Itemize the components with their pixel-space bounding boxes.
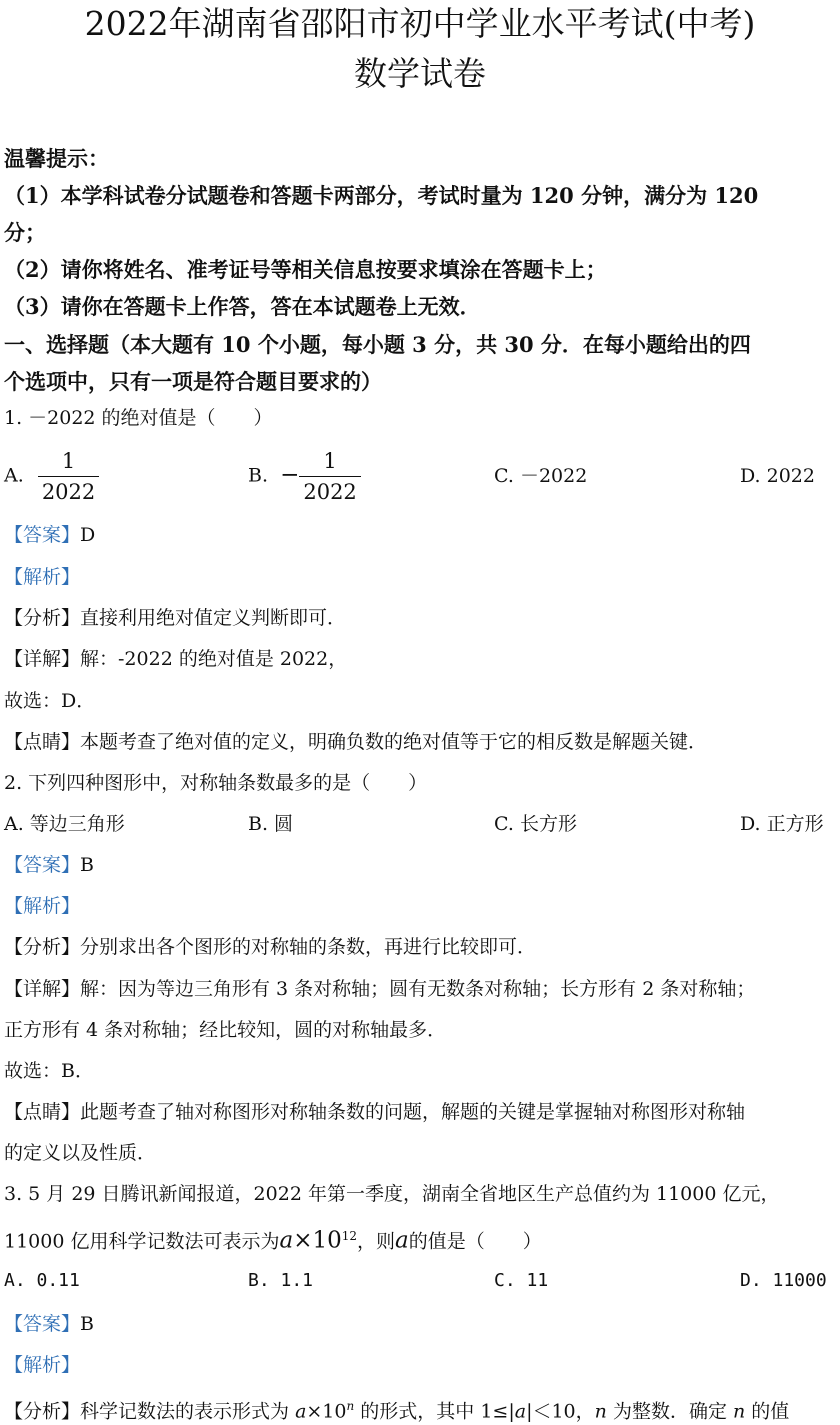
q1-option-b-fraction xyxy=(299,448,360,505)
section-heading-cont: 个选项中，只有一项是符合题目要求的） xyxy=(4,369,382,394)
q1-xiangjie xyxy=(4,645,347,673)
q2-dianjing xyxy=(4,1098,745,1126)
q3-stem: 3. 5 月 29 日腾讯新闻报道，2022 年第一季度，湖南全省地区生产总值约为 11000 亿元， xyxy=(4,1183,780,1205)
q1-xiangjie-text: 解：-2022 的绝对值是 2022， xyxy=(80,648,348,670)
q3-fenxi xyxy=(4,1392,789,1425)
q1-a-numerator: 1 xyxy=(61,449,76,473)
q2-option-b: B. 圆 xyxy=(248,813,294,835)
q2-fenxi-text: 分别求出各个图形的对称轴的条数，再进行比较即可． xyxy=(80,936,537,958)
q1-option-b-sign: − xyxy=(280,461,300,488)
q3-fenxi-var-n2: n xyxy=(733,1400,746,1423)
q1-fenxi-text: 直接利用绝对值定义判断即可． xyxy=(80,607,347,629)
q2-dianjing-text: 此题考查了轴对称图形对称轴条数的问题，解题的关键是掌握轴对称图形对称轴 xyxy=(80,1101,746,1123)
q3-fenxi-times: ×10 xyxy=(306,1400,347,1423)
q1-dianjing-text: 本题考查了绝对值的定义，明确负数的绝对值等于它的相反数是解题关键． xyxy=(80,731,708,753)
q2-stem: 2. 下列四种图形中，对称轴条数最多的是（ ） xyxy=(4,772,428,794)
q2-answer-value: B xyxy=(80,854,94,876)
q3-stem-text-a: 11000 亿用科学记数法可表示为 xyxy=(4,1230,280,1253)
q1-b-denominator: 2022 xyxy=(299,476,360,505)
notice-heading: 温馨提示： xyxy=(4,146,109,171)
q3-fenxi-var-a2: a xyxy=(514,1400,527,1423)
q2-answer xyxy=(4,851,94,879)
q2-choice: 故选：B． xyxy=(4,1060,94,1082)
q2-option-c: C. 长方形 xyxy=(494,813,577,835)
dianjing-tag: 【点睛】 xyxy=(4,1101,81,1123)
q3-option-c: C. 11 xyxy=(494,1270,549,1291)
q3-stem-cont xyxy=(4,1222,542,1255)
q1-analysis-tag: 【解析】 xyxy=(4,566,81,588)
xiangjie-tag: 【详解】 xyxy=(4,978,81,1000)
q3-var-a2: a xyxy=(395,1227,409,1254)
notice-item-2: （2）请你将姓名、准考证号等相关信息按要求填涂在答题卡上； xyxy=(4,257,607,282)
fenxi-tag: 【分析】 xyxy=(4,1400,81,1423)
q3-stem-text-b: ，则 xyxy=(357,1230,396,1253)
xiangjie-tag: 【详解】 xyxy=(4,648,81,670)
q3-analysis-tag: 【解析】 xyxy=(4,1354,81,1376)
q2-fenxi xyxy=(4,933,536,961)
q3-answer-value: B xyxy=(80,1313,94,1335)
q1-answer xyxy=(4,521,95,549)
q2-xiangjie-cont: 正方形有 4 条对称轴；经比较知，圆的对称轴最多． xyxy=(4,1019,447,1041)
q3-fenxi-text-2: 的形式，其中 1≤| xyxy=(354,1400,515,1423)
q3-option-a: A. 0.11 xyxy=(4,1270,80,1291)
q2-xiangjie-text: 解：因为等边三角形有 3 条对称轴；圆有无数条对称轴；长方形有 2 条对称轴； xyxy=(80,978,756,1000)
q2-xiangjie xyxy=(4,975,755,1003)
answer-tag: 【答案】 xyxy=(4,854,81,876)
section-heading: 一、选择题（本大题有 10 个小题，每小题 3 分，共 30 分．在每小题给出的四 xyxy=(4,332,751,357)
q3-option-b: B. 1.1 xyxy=(248,1270,314,1291)
q3-answer xyxy=(4,1310,94,1338)
q3-exponent: 12 xyxy=(341,1229,358,1243)
q3-option-d: D. 11000 xyxy=(740,1270,827,1291)
q3-fenxi-var-a: a xyxy=(295,1400,307,1423)
q1-option-a-label: A. xyxy=(4,464,24,487)
q3-stem-text-c: 的值是（ ） xyxy=(408,1230,542,1253)
paper-subtitle: 数学试卷 xyxy=(354,54,486,93)
notice-item-1-cont: 分； xyxy=(4,220,46,245)
q3-fenxi-text-5: 的值 xyxy=(745,1400,790,1423)
answer-tag: 【答案】 xyxy=(4,1313,81,1335)
q3-fenxi-text-4: 为整数．确定 xyxy=(606,1400,733,1423)
q2-dianjing-cont: 的定义以及性质． xyxy=(4,1142,157,1164)
fenxi-tag: 【分析】 xyxy=(4,936,81,958)
q1-dianjing xyxy=(4,728,707,756)
q1-a-denominator: 2022 xyxy=(38,476,99,505)
q1-option-a xyxy=(4,448,99,505)
q1-option-d: D. 2022 xyxy=(740,465,815,487)
notice-item-1: （1）本学科试卷分试题卷和答题卡两部分，考试时量为 120 分钟，满分为 120 xyxy=(4,183,759,208)
q1-option-b xyxy=(248,448,361,505)
q3-var-a: a xyxy=(279,1227,294,1254)
q1-stem: 1. －2022 的绝对值是（ ） xyxy=(4,407,273,429)
q2-option-a: A. 等边三角形 xyxy=(4,813,125,835)
q1-option-c: C. －2022 xyxy=(494,465,588,487)
fenxi-tag: 【分析】 xyxy=(4,607,81,629)
q1-b-numerator: 1 xyxy=(323,449,337,473)
q3-fenxi-exp-n: n xyxy=(346,1399,355,1413)
dianjing-tag: 【点睛】 xyxy=(4,731,81,753)
q3-fenxi-text-1: 科学记数法的表示形式为 xyxy=(80,1400,296,1423)
q1-fenxi xyxy=(4,604,346,632)
answer-tag: 【答案】 xyxy=(4,524,81,546)
q2-option-d: D. 正方形 xyxy=(740,813,824,835)
q1-choice: 故选：D． xyxy=(4,690,96,712)
notice-item-3: （3）请你在答题卡上作答，答在本试题卷上无效． xyxy=(4,294,481,319)
q2-analysis-tag: 【解析】 xyxy=(4,895,81,917)
q1-option-b-label: B. xyxy=(248,464,269,487)
paper-title: 2022年湖南省邵阳市初中学业水平考试(中考) xyxy=(84,4,756,43)
q3-fenxi-var-n: n xyxy=(594,1400,607,1423)
q3-fenxi-text-3: |＜10， xyxy=(526,1400,595,1423)
q1-option-a-fraction xyxy=(38,448,99,505)
q3-times-ten: ×10 xyxy=(293,1227,342,1254)
q1-answer-value: D xyxy=(80,524,96,546)
